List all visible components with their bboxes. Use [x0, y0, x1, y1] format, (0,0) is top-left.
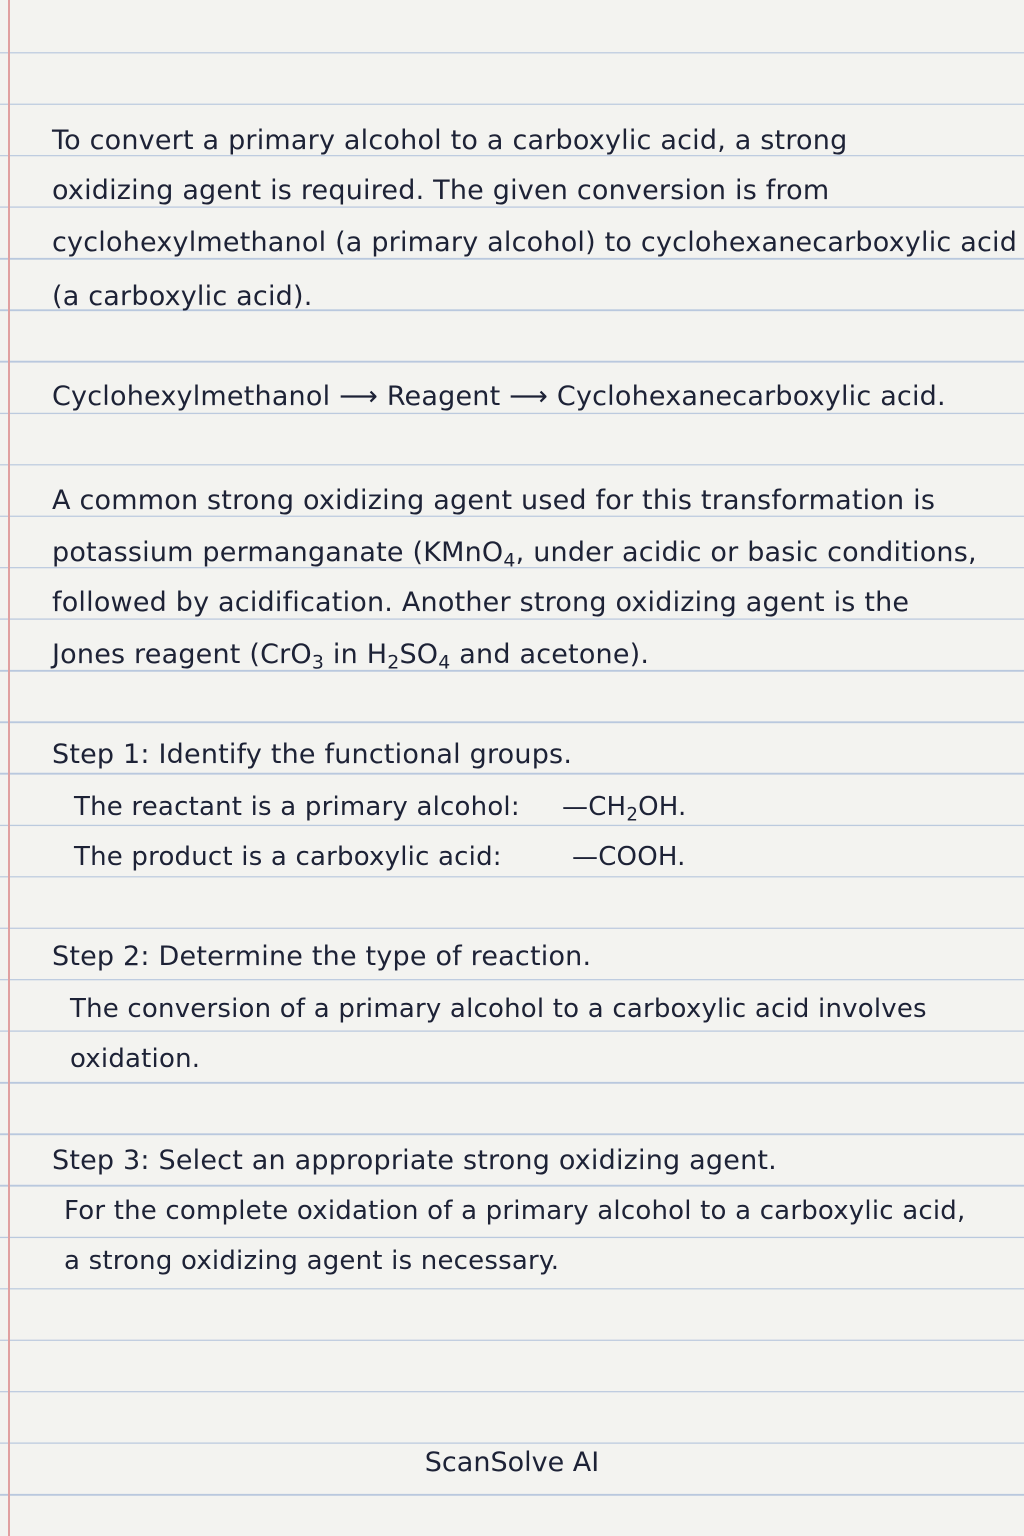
step1-reactant-label: The reactant is a primary alcohol:: [74, 792, 520, 822]
reaction-scheme: [52, 380, 946, 414]
reagents-line: potassium permanganate (KMnO$_4$, under acidic or basic conditions,: [52, 537, 977, 572]
step3-line: For the complete oxidation of a primary alcohol to a carboxylic acid,: [64, 1196, 966, 1226]
arrow-icon: ⟶: [509, 381, 549, 412]
reagents-line: followed by acidification. Another strong oxidizing agent is the: [52, 587, 910, 618]
intro-line: oxidizing agent is required. The given conversion is from: [52, 175, 830, 206]
scheme-product: Cyclohexanecarboxylic acid.: [556, 381, 946, 412]
reagents-line: Jones reagent (CrO$_3$ in $H_2SO_4$ and acetone).: [52, 639, 650, 674]
step3-heading: Step 3: Select an appropriate strong oxidizing agent.: [52, 1145, 777, 1176]
reagents-line: A common strong oxidizing agent used for this transformation is: [52, 485, 936, 516]
step3-line: a strong oxidizing agent is necessary.: [64, 1246, 560, 1276]
step2-heading: Step 2: Determine the type of reaction.: [52, 941, 592, 972]
intro-line: (a carboxylic acid).: [52, 281, 313, 312]
arrow-icon: ⟶: [339, 381, 379, 412]
margin-line: [8, 0, 10, 1536]
step2-line: oxidation.: [70, 1044, 201, 1074]
step1-heading: Step 1: Identify the functional groups.: [52, 739, 573, 770]
step1-product-label: The product is a carboxylic acid:: [74, 842, 502, 872]
scheme-reactant: Cyclohexylmethanol: [52, 381, 331, 412]
intro-line: cyclohexylmethanol (a primary alcohol) to cyclohexanecarboxylic acid: [52, 227, 1018, 258]
intro-line: To convert a primary alcohol to a carboxylic acid, a strong: [52, 125, 848, 156]
step2-line: The conversion of a primary alcohol to a carboxylic acid involves: [70, 994, 927, 1024]
step1-reactant-group: $—CH_2OH$.: [562, 792, 687, 826]
footer-brand: ScanSolve AI: [424, 1447, 600, 1478]
step1-product-group: —COOH.: [572, 842, 686, 872]
scheme-reagent: Reagent: [386, 381, 501, 412]
